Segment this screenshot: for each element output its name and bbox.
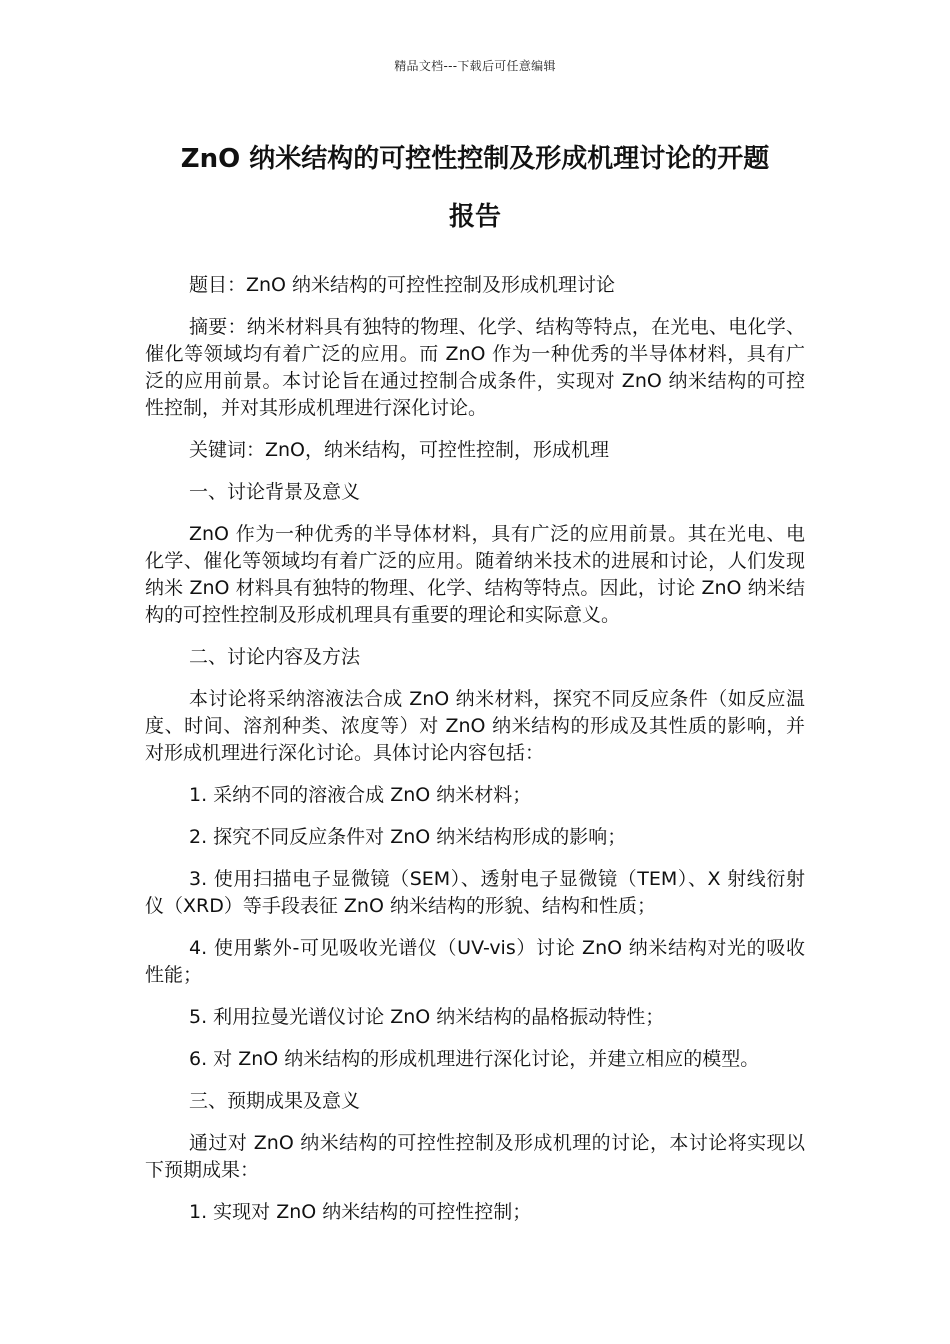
background-paragraph: ZnO 作为一种优秀的半导体材料，具有广泛的应用前景。其在光电、电化学、催化等领域均有着广泛的应用。随着纳米技术的进展和讨论，人们发现纳米 ZnO 材料具有独特的物理、化学、结构等特点。因此，讨论 ZnO 纳米结构的可控性控制及形成机理具有重要的理论和实际意义。 [145,523,805,626]
topic-paragraph: 题目：ZnO 纳米结构的可控性控制及形成机理讨论 [189,274,616,296]
page-header-note: 精品文档---下载后可任意编辑 [394,59,556,73]
methods-list-item: 1. 采纳不同的溶液合成 ZnO 纳米材料； [189,784,532,806]
document-body [145,272,805,1241]
abstract-paragraph: 摘要：纳米材料具有独特的物理、化学、结构等特点，在光电、电化学、催化等领域均有着广泛的应用。而 ZnO 作为一种优秀的半导体材料，具有广泛的应用前景。本讨论旨在通过控制合成条件，实现对 ZnO 纳米结构的可控性控制，并对其形成机理进行深化讨论。 [145,316,805,419]
keywords-paragraph: 关键词：ZnO，纳米结构，可控性控制，形成机理 [189,439,610,461]
methods-list-item: 5. 利用拉曼光谱仪讨论 ZnO 纳米结构的晶格振动特性； [189,1006,665,1028]
methods-list-item: 4. 使用紫外-可见吸收光谱仪（UV-vis）讨论 ZnO 纳米结构对光的吸收性能； [145,937,805,986]
outcomes-paragraph: 通过对 ZnO 纳米结构的可控性控制及形成机理的讨论，本讨论将实现以下预期成果： [145,1132,805,1181]
section-heading-background: 一、讨论背景及意义 [189,481,361,503]
methods-list-item: 3. 使用扫描电子显微镜（SEM）、透射电子显微镜（TEM）、X 射线衍射仪（XRD）等手段表征 ZnO 纳米结构的形貌、结构和性质； [145,868,805,917]
methods-list-item: 6. 对 ZnO 纳米结构的形成机理进行深化讨论，并建立相应的模型。 [189,1048,760,1070]
outcomes-list-item: 1. 实现对 ZnO 纳米结构的可控性控制； [189,1201,532,1223]
section-heading-outcomes: 三、预期成果及意义 [189,1090,361,1112]
methods-paragraph: 本讨论将采纳溶液法合成 ZnO 纳米材料，探究不同反应条件（如反应温度、时间、溶剂种类、浓度等）对 ZnO 纳米结构的形成及其性质的影响，并对形成机理进行深化讨论。具体讨论内容包括： [145,688,805,764]
methods-list-item: 2. 探究不同反应条件对 ZnO 纳米结构形成的影响； [189,826,627,848]
document-title-line-1: ZnO 纳米结构的可控性控制及形成机理讨论的开题 [180,144,770,174]
document-title-line-2: 报告 [448,202,501,232]
section-heading-methods: 二、讨论内容及方法 [189,646,361,668]
